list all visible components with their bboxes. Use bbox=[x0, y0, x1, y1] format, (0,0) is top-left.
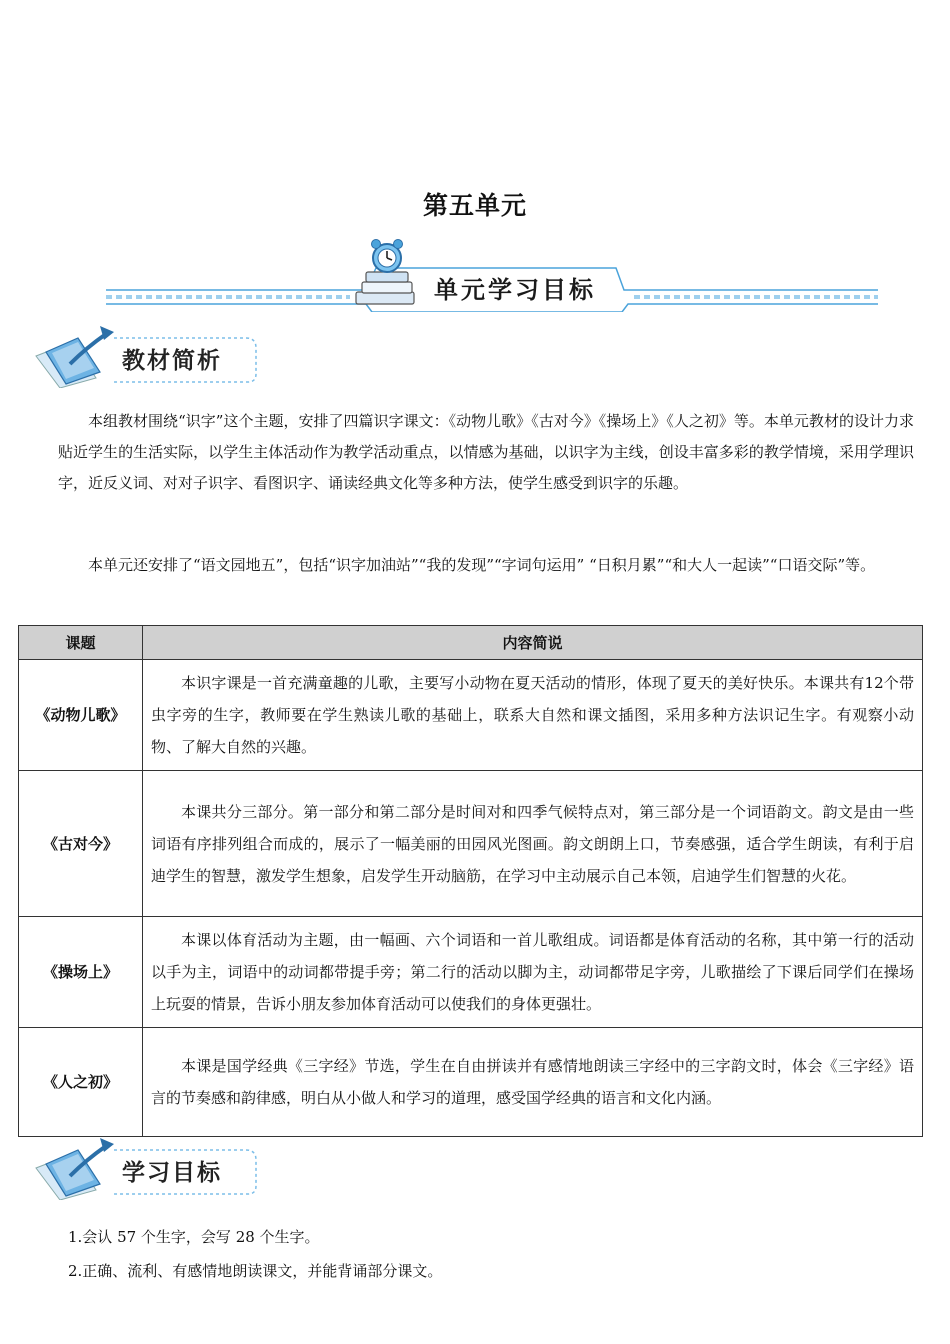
table-row bbox=[19, 660, 923, 771]
analysis-paragraph: 本组教材围绕“识字”这个主题，安排了四篇识字课文：《动物儿歌》《古对今》《操场上》《人之初》等。本单元教材的设计力求贴近学生的生活实际，以学生主体活动作为教学活动重点，以情感为基础，以识字为主线，创设丰富多彩的教学情境，采用学理识字，近反义词、对对子识字、看图识字、诵读经典文化等多种方法，使学生感受到识字的乐趣。 bbox=[58, 412, 914, 492]
table-header-content: 内容简说 bbox=[143, 626, 923, 660]
lesson-description: 本课是国学经典《三字经》节选，学生在自由拼读并有感情地朗读三字经中的三字韵文时，体会《三字经》语言的节奏感和韵律感，明白从小做人和学习的道理，感受国学经典的语言和文化内涵。 bbox=[143, 1028, 923, 1137]
lesson-table bbox=[18, 625, 923, 1137]
section-heading-goals bbox=[34, 1134, 264, 1200]
table-header-lesson: 课题 bbox=[19, 626, 143, 660]
goal-item: 1.会认 57 个生字，会写 28 个生字。 bbox=[68, 1228, 320, 1246]
unit-goals-banner bbox=[104, 238, 880, 312]
lesson-title: 《古对今》 bbox=[19, 771, 143, 917]
lesson-title: 《人之初》 bbox=[19, 1028, 143, 1137]
section-title-goals: 学习目标 bbox=[122, 1160, 222, 1186]
lesson-description: 本识字课是一首充满童趣的儿歌，主要写小动物在夏天活动的情形，体现了夏天的美好快乐。本课共有12个带虫字旁的生字，教师要在学生熟读儿歌的基础上，联系大自然和课文插图，采用多种方法识记生字。有观察小动物、了解大自然的兴趣。 bbox=[143, 660, 923, 771]
lesson-title: 《操场上》 bbox=[19, 917, 143, 1028]
section-heading-analysis bbox=[34, 322, 264, 388]
lesson-title: 《动物儿歌》 bbox=[19, 660, 143, 771]
table-row bbox=[19, 917, 923, 1028]
alarm-clock-on-books-icon bbox=[356, 240, 414, 305]
table-row bbox=[19, 1028, 923, 1137]
page-title: 第五单元 bbox=[422, 191, 527, 220]
goal-item: 2.正确、流利、有感情地朗读课文，并能背诵部分课文。 bbox=[68, 1262, 443, 1280]
section-title-analysis: 教材简析 bbox=[122, 348, 222, 374]
lesson-description: 本课以体育活动为主题，由一幅画、六个词语和一首儿歌组成。词语都是体育活动的名称，其中第一行的活动以手为主，词语中的动词都带提手旁；第二行的活动以脚为主，动词都带足字旁，儿歌描绘了下课后同学们在操场上玩耍的情景，告诉小朋友参加体育活动可以使我们的身体更强壮。 bbox=[143, 917, 923, 1028]
banner-title: 单元学习目标 bbox=[434, 276, 596, 304]
analysis-paragraph: 本单元还安排了“语文园地五”，包括“识字加油站”“我的发现”“字词句运用” “日积月累”“和大人一起读”“口语交际”等。 bbox=[88, 556, 876, 574]
table-header-row bbox=[19, 626, 923, 660]
table-row bbox=[19, 771, 923, 917]
lesson-description: 本课共分三部分。第一部分和第二部分是时间对和四季气候特点对，第三部分是一个词语韵文。韵文是由一些词语有序排列组合而成的，展示了一幅美丽的田园风光图画。韵文朗朗上口，节奏感强，适合学生朗读，有利于启迪学生的智慧，激发学生想象，启发学生开动脑筋，在学习中主动展示自己本领，启迪学生们智慧的火花。 bbox=[143, 771, 923, 917]
